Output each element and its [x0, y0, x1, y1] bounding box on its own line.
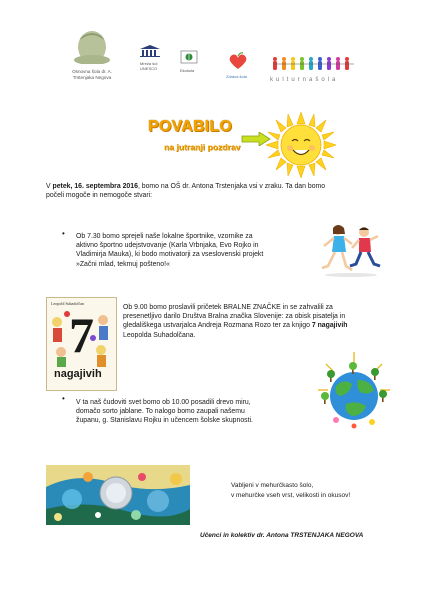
unesco-text: Mreža šol UNESCO [140, 61, 158, 71]
heart-apple-icon [226, 52, 250, 70]
bullet-icon: • [62, 394, 65, 403]
book-author: Leopold Suhadolčan [51, 301, 84, 306]
smiling-sun-icon [266, 112, 336, 178]
kultura-text: kulturnašola [270, 77, 339, 83]
closing-line-2: v mehurčke vseh vrst, velikosti in okusov! [231, 491, 351, 499]
school-logo-caption: Osnovna šola dr. A. Trstenjaka Negova [72, 69, 112, 80]
item-1-paragraph [76, 232, 316, 269]
intro-date: petek, 16. septembra 2016 [52, 183, 138, 190]
item-3-line-1: V ta naš čudoviti svet bomo ob 10.00 posadili drevo miru, [76, 399, 251, 406]
globe-with-trees-illustration [316, 350, 392, 432]
eco-school-text: Ekošola [180, 68, 195, 73]
item-2-line-4: Leopolda Suhadolčana. [123, 331, 196, 339]
item-3-line-2: domačo sorto jablane. To nalogo bomo zaupali našemu [76, 408, 245, 416]
running-children-illustration [318, 222, 384, 278]
book-cover-image [46, 297, 117, 391]
intro-paragraph [46, 182, 386, 200]
item-2-paragraph [123, 303, 408, 340]
intro-line-1-rest: , bomo na OŠ dr. Antona Trstenjaka vsi v zraku. Ta dan bomo [137, 183, 326, 190]
item-2-line-1: Ob 9.00 bomo proslavili pričetek BRALNE ZNAČKE in se zahvalili za [123, 304, 333, 311]
bubbles-artwork-image [46, 465, 190, 525]
unesco-logo [140, 44, 174, 74]
item-2-line-3-prefix: gledališkega ustvarjalca Andreja Rozmana Rozo ter za knjigo [123, 322, 312, 330]
school-logo [62, 30, 122, 80]
unesco-temple-icon [140, 45, 160, 57]
item-3-line-3: županu, g. Stanislavu Rojku in učencem šolske skupnosti. [76, 417, 253, 425]
item-1-line-1: Ob 7.30 bomo sprejeli naše lokalne športnike, vzornike za [76, 233, 253, 240]
closing-paragraph [231, 481, 401, 500]
eco-flag-icon [180, 50, 198, 64]
invitation-title: POVABILO [148, 118, 232, 135]
intro-line-2: počeli mogoče in nemogoče stvari: [46, 192, 153, 200]
school-head-icon [62, 30, 122, 64]
invitation-subtitle: na jutranji pozdrav [164, 142, 241, 152]
zdrava-sola-text: Zdrava šola [226, 74, 247, 79]
item-3-paragraph [76, 398, 316, 426]
bullet-icon: • [62, 229, 65, 238]
item-2-line-2: presenetljivo darilo Društva Bralna značka Slovenije: za obisk pisatelja in [123, 313, 346, 321]
closing-line-1: Vabljeni v mehurčkasto šolo, [231, 482, 314, 489]
item-2-line-3 [123, 321, 408, 330]
book-title: nagajivih [54, 368, 102, 380]
signature: Učenci in kolektiv dr. Antona TRSTENJAKA NEGOVA [200, 532, 364, 539]
book-number: 7 [69, 307, 94, 363]
intro-prefix: V [46, 183, 53, 190]
item-1-line-4: »Začni mlad, tekmuj pošteno!« [76, 260, 170, 268]
item-1-line-2: aktivno športno udejstvovanje (Karla Vrbnjaka, Evo Rojko in [76, 242, 259, 250]
intro-line-1 [46, 182, 386, 191]
eco-school-logo [180, 50, 216, 80]
zdrava-sola-logo [226, 52, 254, 80]
item-2-book-title: 7 nagajivih [311, 322, 348, 330]
people-chain-icon [270, 56, 356, 72]
item-1-line-3: Vladimirja Mauka), ki bodo motivatorji za vseslovenski projekt [76, 251, 264, 259]
kultura-logo [270, 56, 356, 82]
